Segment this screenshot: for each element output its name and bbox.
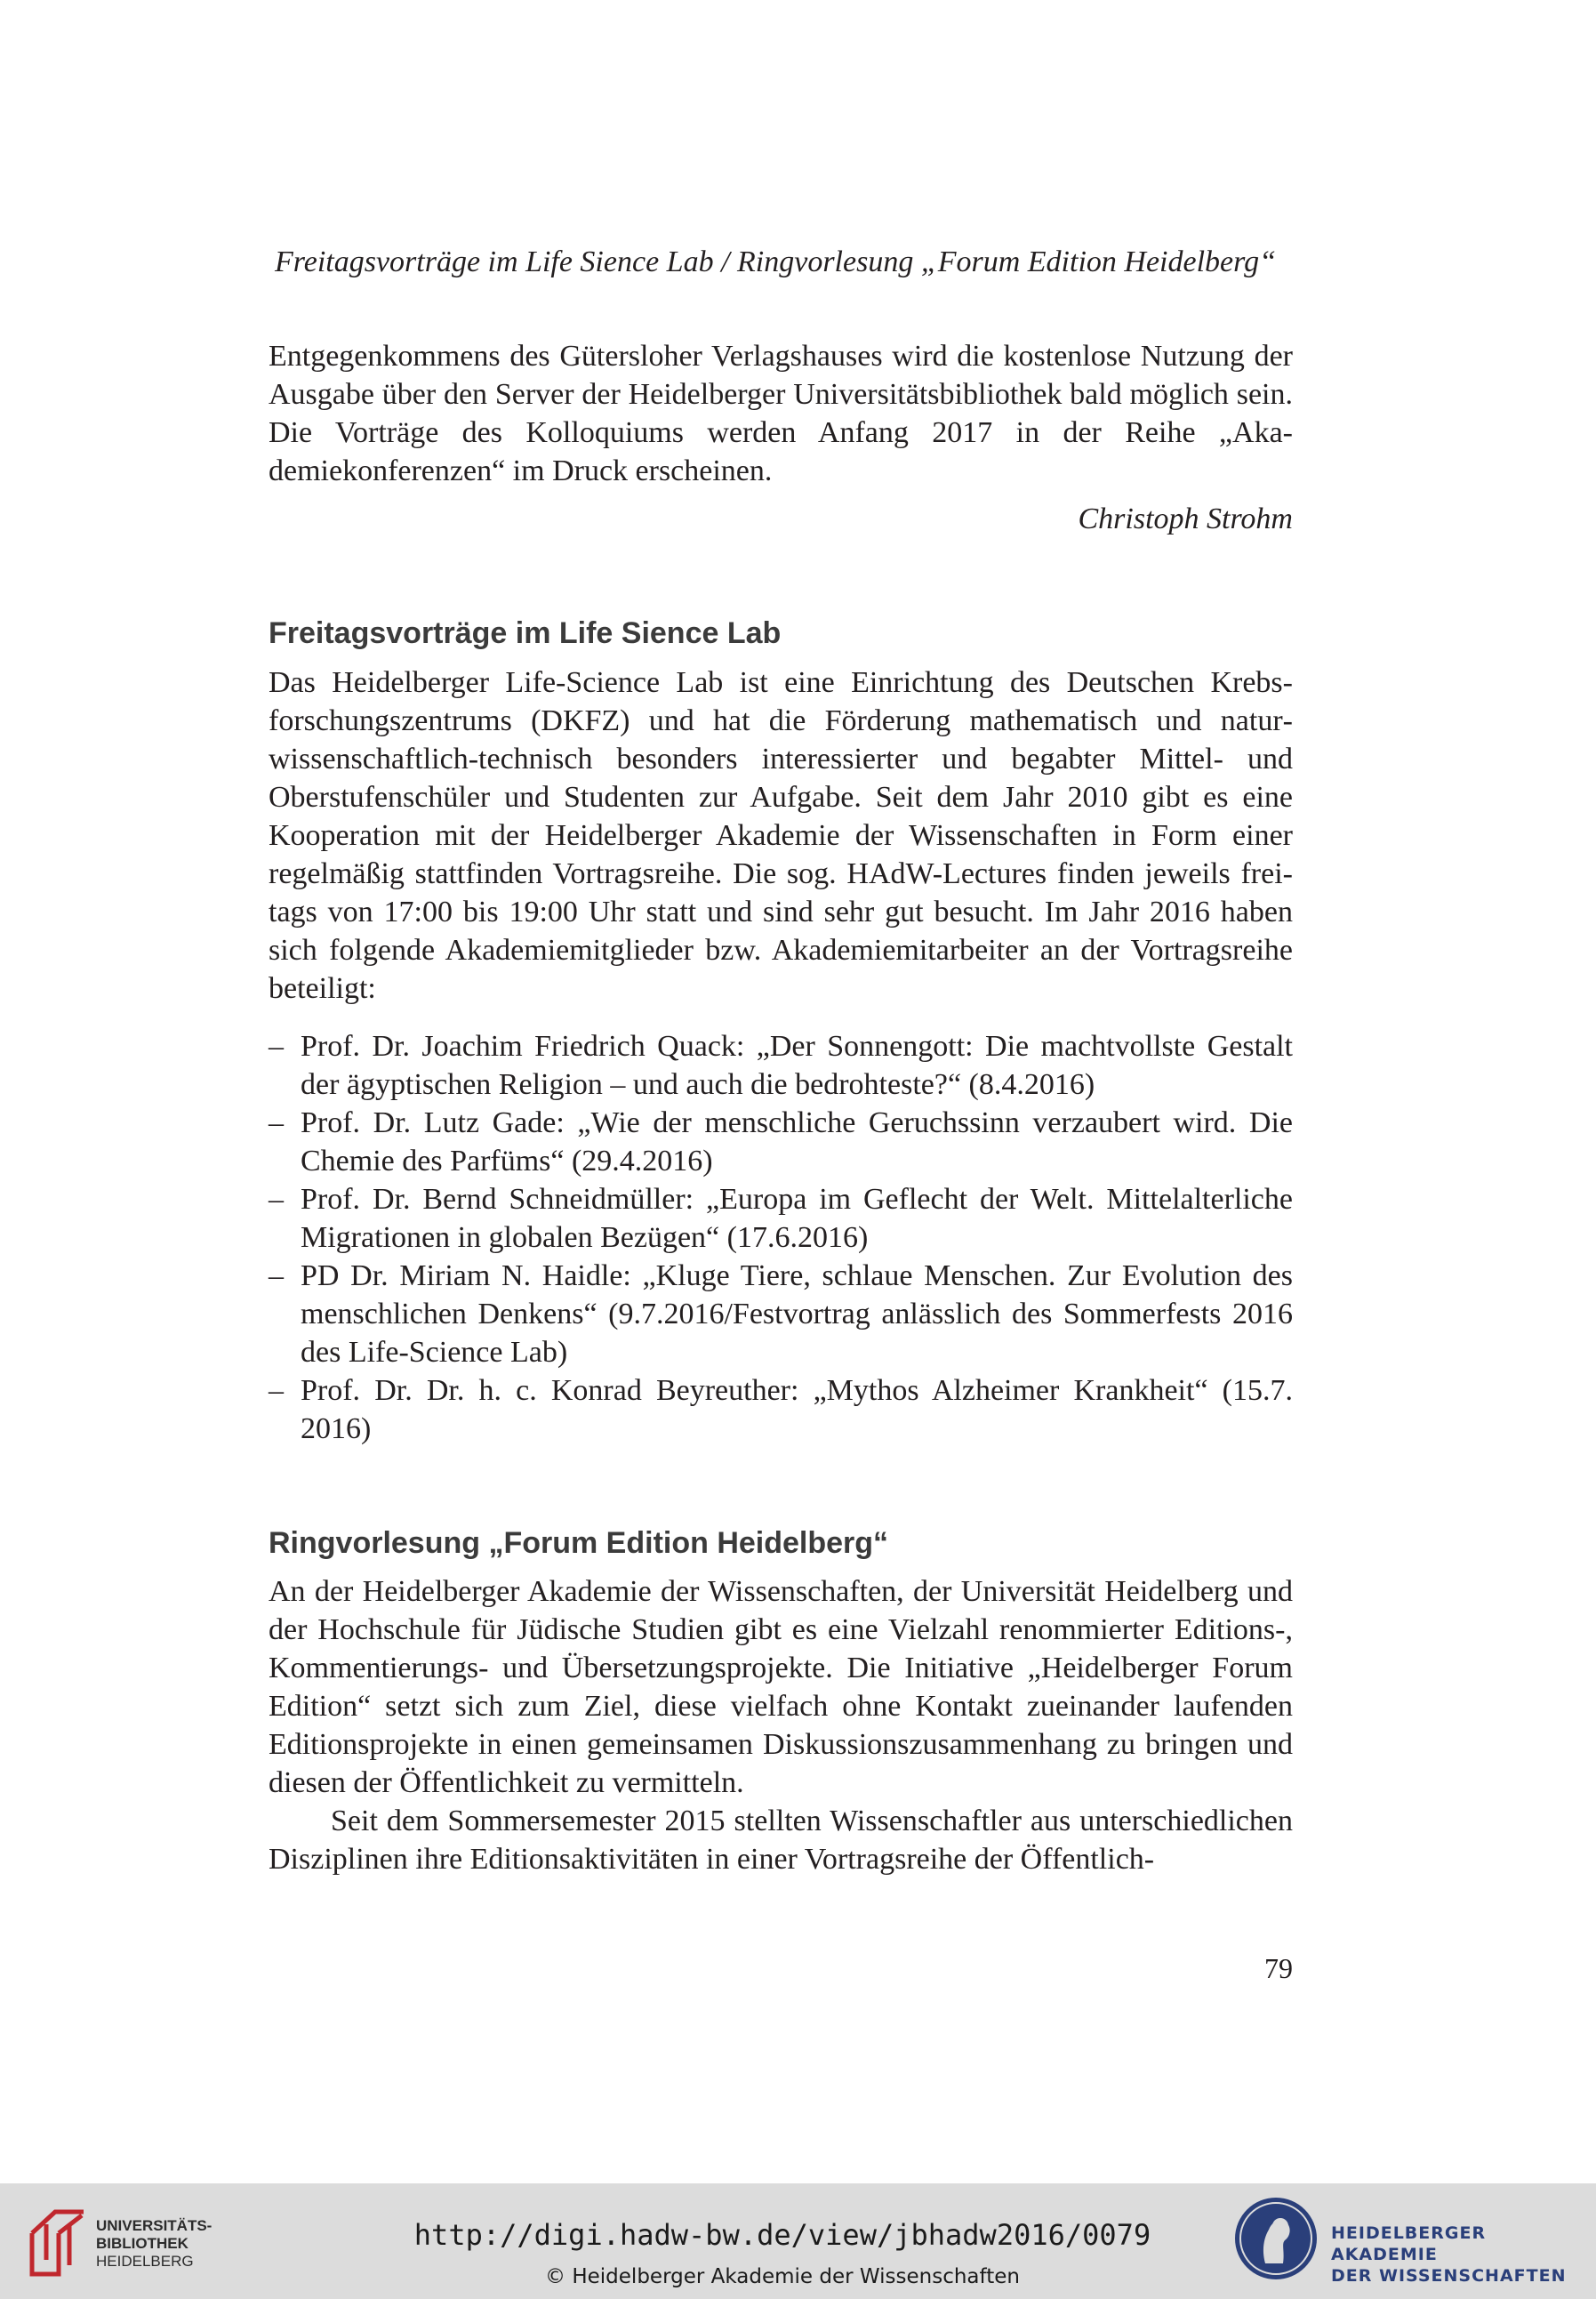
lecture-list [269,1027,1293,1448]
list-dash: – [269,1259,284,1292]
forum-edition-paragraph-2: Seit dem Sommersemester 2015 stellten Wissenschaftler aus unterschiedlichen Disziplinen ihre Editionsaktivitäten in einer Vortragsreihe der Öffentlich- [269,1805,1293,1876]
life-science-lab-paragraph-text: Das Heidelberger Life-Science Lab ist eine Einrichtung des Deutschen Krebsforschungszentrums (DKFZ) und hat die Förderung mathematisch und naturwissenschaftlich-technisch besonders interessierter und begabter Mittel- und Oberstufenschüler und Studenten zur Aufgabe. Seit dem Jahr 2010 gibt es eine Kooperation mit der Heidelberger Akademie der Wissenschaften in Form einer regelmäßig stattfinden Vortragsreihe. Die sog. HAdW-Lectures finden jeweils freitags von 17:00 bis 19:00 Uhr statt und sind sehr gut besucht. Im Jahr 2016 haben sich folgende Akademiemitglieder bzw. Akademiemitarbeiter an der Vortragsreihe beteiligt: [269,666,1293,1005]
section-heading-forum-edition: Ringvorlesung „Forum Edition Heidelberg“ [269,1526,889,1560]
ub-logo-line-3: HEIDELBERG [96,2253,194,2270]
list-dash: – [269,1106,284,1139]
list-dash: – [269,1183,284,1216]
list-dash: – [269,1374,284,1407]
intro-paragraph [269,337,1293,490]
academy-logo-line-2: DER WISSENSCHAFTEN [1331,2266,1567,2286]
section-heading-life-science-lab: Freitagsvorträge im Life Sience Lab [269,616,782,650]
lecture-text: Prof. Dr. Dr. h. c. Konrad Beyreuther: „Mythos Alzheimer Krankheit“ (15.7. 2016) [301,1374,1293,1445]
lecture-item [269,1371,1293,1448]
lecture-item [269,1027,1293,1104]
permalink-url[interactable]: http://digi.hadw-bw.de/view/jbhadw2016/0079 [413,2218,1151,2252]
lecture-text: Prof. Dr. Bernd Schneidmüller: „Europa im Geflecht der Welt. Mittelalterliche Migrationen in globalen Bezügen“ (17.6.2016) [301,1183,1293,1254]
ub-logo-line-2: BIBLIOTHEK [96,2235,188,2252]
academy-seal-icon [1231,2194,1320,2283]
page-number: 79 [1264,1952,1293,1984]
author-signature: Christoph Strohm [1078,502,1293,535]
academy-logo[interactable] [1231,2194,1569,2292]
lecture-item [269,1104,1293,1180]
lecture-item [269,1180,1293,1257]
lecture-text: Prof. Dr. Lutz Gade: „Wie der menschliche Geruchssinn verzaubert wird. Die Chemie des Parfüms“ (29.4.2016) [301,1106,1293,1178]
university-library-logo-icon [28,2207,89,2278]
life-science-lab-paragraph [269,663,1293,1008]
forum-edition-paragraph-1: An der Heidelberger Akademie der Wissenschaften, der Universität Heidelberg und der Hochschule für Jüdische Studien gibt es eine Vielzahl renommierter Editions-, Kommentierungs- und Übersetzungsprojekte. Die Initiative „Heidelberger Forum Edition“ setzt sich zum Ziel, diese vielfach ohne Kontakt zueinander laufenden Editionsprojekte in einen gemeinsamen Diskussionszusammenhang zu bringen und diesen der Öffentlichkeit zu vermitteln. [269,1575,1293,1799]
intro-paragraph-text: Entgegenkommens des Gütersloher Verlagshauses wird die kostenlose Nutzung der Ausgabe über den Server der Heidelberger Universitätsbibliothek bald möglich sein. Die Vorträge des Kolloquiums werden Anfang 2017 in der Reihe „Akademiekonferenzen“ im Druck erscheinen. [269,340,1293,487]
ub-logo-line-1: UNIVERSITÄTS- [96,2217,213,2234]
lecture-item [269,1257,1293,1371]
lecture-text: PD Dr. Miriam N. Haidle: „Kluge Tiere, schlaue Menschen. Zur Evolution des menschlichen Denkens“ (9.7.2016/Festvortrag anlässlich des Sommerfests 2016 des Life-Science Lab) [301,1259,1293,1369]
university-library-logo-text [96,2217,256,2271]
academy-logo-line-1: HEIDELBERGER AKADEMIE [1331,2223,1487,2264]
academy-logo-text [1331,2223,1571,2287]
forum-edition-text [269,1572,1293,1878]
lecture-text: Prof. Dr. Joachim Friedrich Quack: „Der Sonnengott: Die machtvollste Gestalt der ägyptischen Religion – und auch die bedrohteste?“ (8.4.2016) [301,1030,1293,1101]
footer-bar [0,2183,1596,2299]
running-header: Freitagsvorträge im Life Sience Lab / Ringvorlesung „Forum Edition Heidelberg“ [275,245,1276,278]
copyright-notice: © Heidelberger Akademie der Wissenschaften [545,2265,1020,2288]
university-library-logo[interactable] [28,2199,251,2283]
list-dash: – [269,1030,284,1063]
